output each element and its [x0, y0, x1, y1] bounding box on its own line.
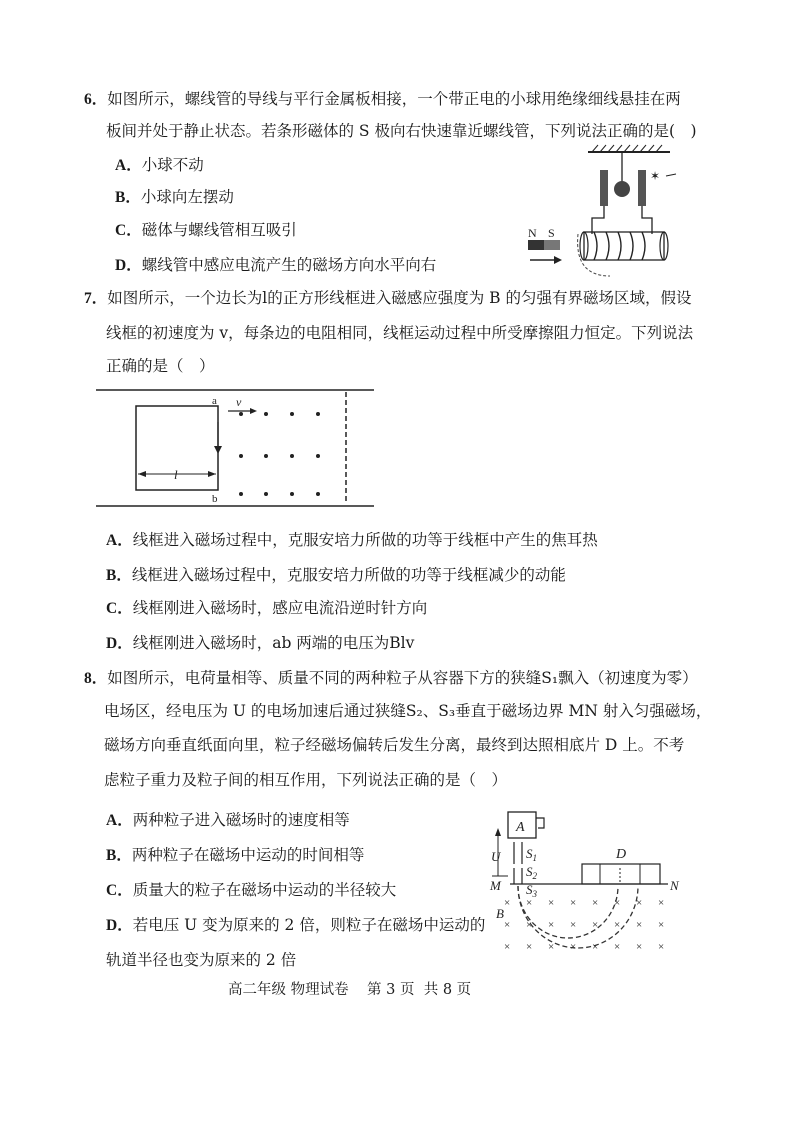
svg-text:×: × — [636, 941, 643, 953]
svg-text:a: a — [212, 395, 217, 407]
q8-number: 8． — [84, 670, 108, 687]
q6-number: 6． — [84, 91, 108, 108]
svg-text:×: × — [548, 897, 555, 909]
svg-text:✶: ✶ — [650, 169, 661, 183]
q7-figure-loop — [96, 382, 386, 510]
q6-option-d[interactable]: D．螺线管中感应电流产生的磁场方向水平向右 — [115, 256, 437, 274]
svg-text:S2: $S_2$ — [526, 864, 537, 881]
field-crosses-in — [504, 897, 664, 953]
svg-text:N: N — [670, 878, 679, 893]
q7-stem-line1: 7．如图所示，一个边长为l的正方形线框进入磁感应强度为 B 的匀强有界磁场区域，假设 — [84, 289, 692, 307]
q8-stem-line4: 虑粒子重力及粒子间的相互作用，下列说法正确的是（ ） — [104, 771, 508, 789]
svg-text:×: × — [592, 941, 599, 953]
svg-text:×: × — [504, 941, 511, 953]
svg-text:×: × — [526, 919, 533, 931]
q7-option-d[interactable]: D．线框刚进入磁场时，ab 两端的电压为Blv — [106, 634, 415, 652]
svg-text:×: × — [636, 897, 643, 909]
bar-magnet-n — [528, 240, 544, 250]
svg-text:×: × — [504, 919, 511, 931]
svg-text:b: b — [212, 493, 218, 505]
svg-text:l: l — [174, 467, 178, 482]
svg-text:M: M — [490, 878, 501, 893]
svg-text:×: × — [570, 941, 577, 953]
svg-text:×: × — [614, 941, 621, 953]
q6-stem-line1: 6．如图所示，螺线管的导线与平行金属板相接，一个带正电的小球用绝缘细线悬挂在两 — [84, 90, 681, 108]
svg-text:×: × — [658, 919, 665, 931]
field-dots-out — [239, 412, 320, 496]
svg-text:×: × — [658, 897, 665, 909]
q6-option-a[interactable]: A．小球不动 — [115, 156, 204, 174]
svg-text:S1: $S_1$ — [526, 846, 537, 863]
svg-text:A: A — [516, 820, 525, 835]
q8-option-c[interactable]: C．质量大的粒子在磁场中运动的半径较大 — [106, 881, 397, 899]
q6-figure-solenoid — [520, 140, 700, 280]
svg-text:×: × — [548, 919, 555, 931]
svg-text:N: N — [528, 226, 537, 240]
svg-text:×: × — [570, 897, 577, 909]
photo-plate-d — [582, 864, 660, 884]
svg-text:×: × — [658, 941, 665, 953]
page-footer: 高二年级 物理试卷 第 3 页 共 8 页 — [228, 982, 472, 998]
charged-ball — [614, 181, 630, 197]
svg-text:×: × — [592, 919, 599, 931]
svg-text:S3: $S_3$ — [526, 882, 537, 899]
q8-stem-line1: 8．如图所示，电荷量相等、质量不同的两种粒子从容器下方的狭缝S₁飘入（初速度为零） — [84, 669, 698, 687]
svg-text:×: × — [592, 897, 599, 909]
svg-text:×: × — [570, 919, 577, 931]
q7-number: 7． — [84, 290, 108, 307]
q7-stem-line2: 线框的初速度为 v，每条边的电阻相同，线框运动过程中所受摩擦阻力恒定。下列说法 — [106, 324, 694, 342]
q8-option-d-line2: 轨道半径也变为原来的 2 倍 — [106, 951, 297, 969]
svg-text:×: × — [614, 897, 621, 909]
svg-text:×: × — [526, 941, 533, 953]
svg-text:×: × — [526, 897, 533, 909]
svg-text:B: B — [496, 906, 504, 921]
q7-option-c[interactable]: C．线框刚进入磁场时，感应电流沿逆时针方向 — [106, 599, 428, 617]
q8-option-a[interactable]: A．两种粒子进入磁场时的速度相等 — [106, 811, 350, 829]
svg-text:×: × — [504, 897, 511, 909]
q6-option-c[interactable]: C．磁体与螺线管相互吸引 — [115, 221, 297, 239]
q8-stem-line3: 磁场方向垂直纸面向里，粒子经磁场偏转后发生分离，最终到达照相底片 D 上。不考 — [104, 736, 685, 754]
svg-text:U: U — [491, 849, 501, 864]
q8-option-b[interactable]: B．两种粒子在磁场中运动的时间相等 — [106, 846, 365, 864]
q8-figure-spectrometer — [488, 806, 688, 956]
q7-stem-line3: 正确的是（ ） — [106, 357, 215, 375]
q7-option-a[interactable]: A．线框进入磁场过程中，克服安培力所做的功等于线框中产生的焦耳热 — [106, 531, 598, 549]
svg-text:×: × — [636, 919, 643, 931]
q8-stem-line2: 电场区，经电压为 U 的电场加速后通过狭缝S₂、S₃垂直于磁场边界 MN 射入匀强磁场， — [104, 702, 712, 720]
svg-text:S: S — [548, 226, 555, 240]
right-plate — [638, 170, 646, 206]
svg-text:×: × — [548, 941, 555, 953]
q7-option-b[interactable]: B．线框进入磁场过程中，克服安培力所做的功等于线框减少的动能 — [106, 566, 566, 584]
svg-text:D: D — [616, 847, 627, 862]
q6-stem-line2: 板间并处于静止状态。若条形磁体的 S 极向右快速靠近螺线管，下列说法正确的是( ) — [106, 122, 697, 140]
q8-option-d[interactable]: D．若电压 U 变为原来的 2 倍，则粒子在磁场中运动的 — [106, 916, 486, 934]
svg-text:v: v — [236, 395, 242, 409]
left-plate — [600, 170, 608, 206]
q6-option-b[interactable]: B．小球向左摆动 — [115, 188, 234, 206]
bar-magnet-s — [544, 240, 560, 250]
svg-text:×: × — [614, 919, 621, 931]
